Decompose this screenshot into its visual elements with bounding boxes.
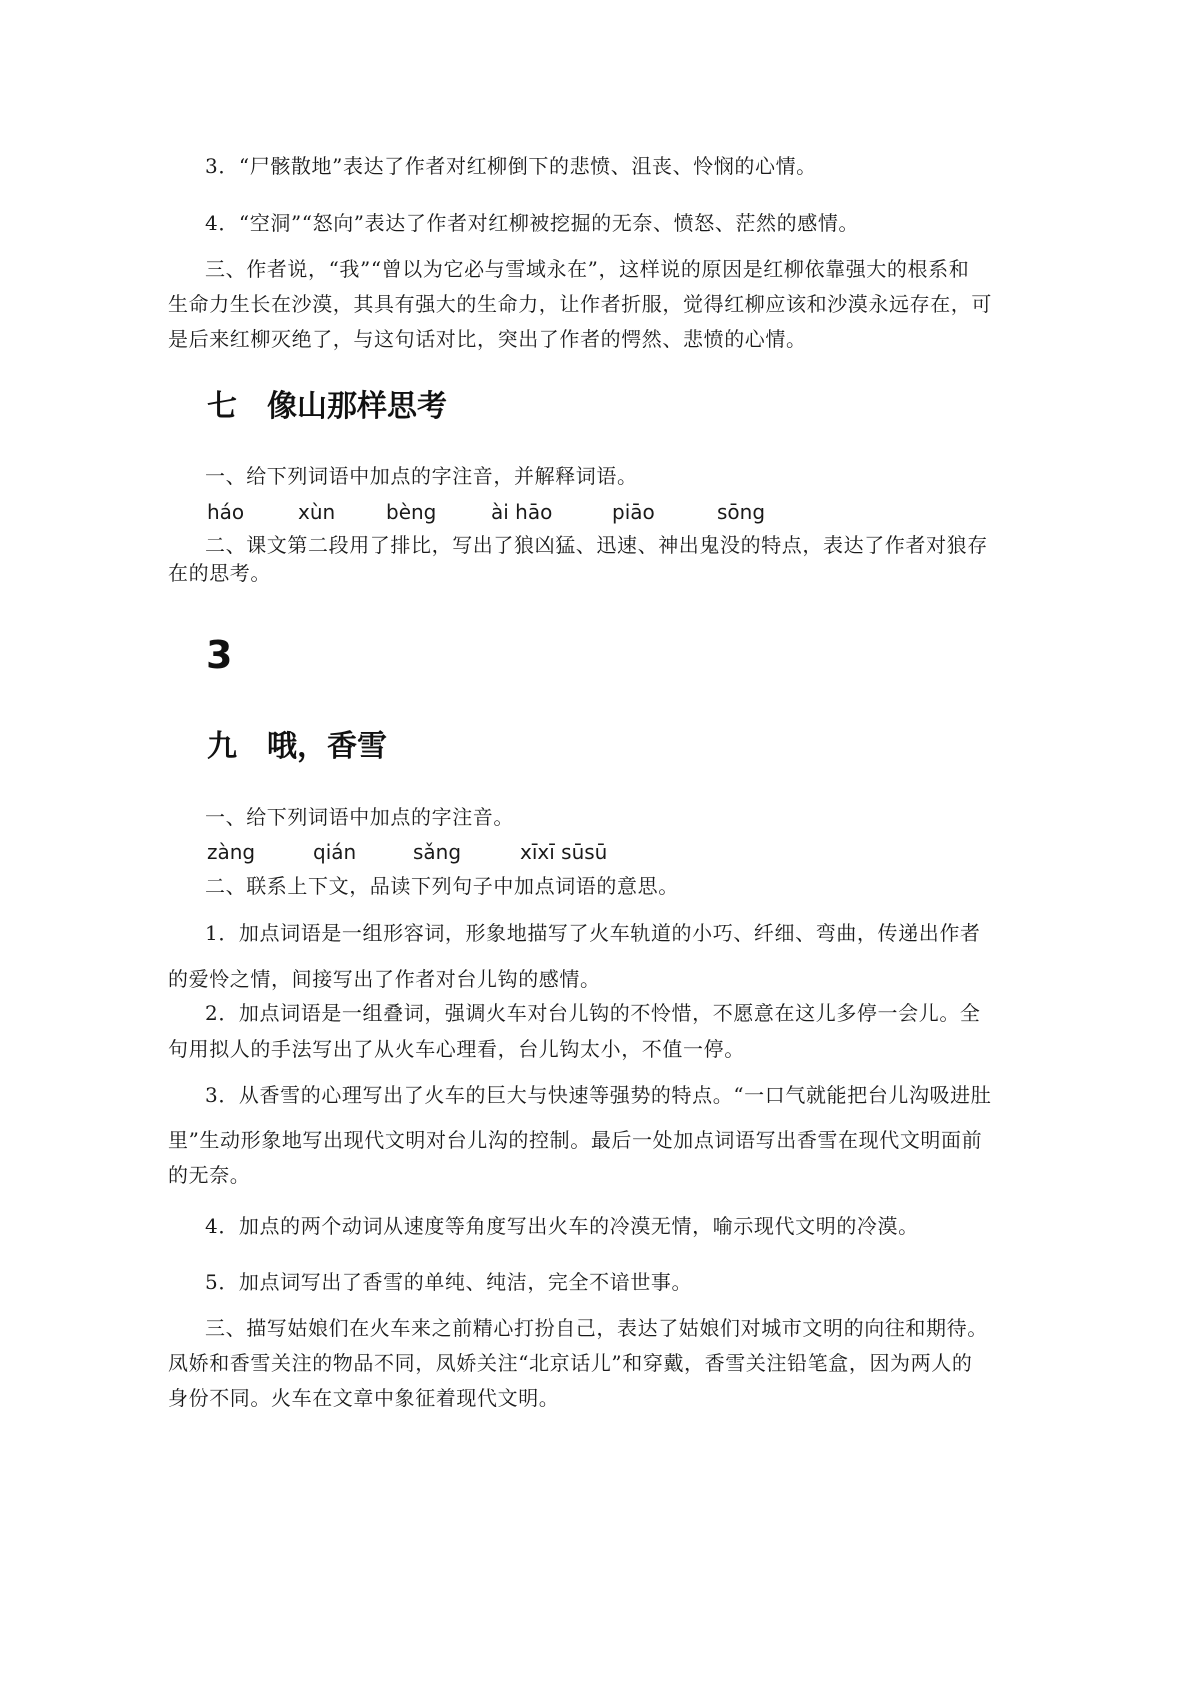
pinyin-item: qián bbox=[313, 840, 357, 864]
answer-line: 在的思考。 bbox=[168, 561, 271, 585]
answer-line: 3．“尸骸散地”表达了作者对红柳倒下的悲愤、沮丧、怜悯的心情。 bbox=[205, 154, 817, 178]
pinyin-item: xīxī sūsū bbox=[520, 840, 608, 864]
pinyin-item: ài hāo bbox=[491, 500, 553, 524]
answer-line: 里”生动形象地写出现代文明对台儿沟的控制。最后一处加点词语写出香雪在现代文明面前 bbox=[168, 1128, 983, 1152]
answer-line: 2．加点词语是一组叠词，强调火车对台儿钩的不怜惜，不愿意在这儿多停一会儿。全 bbox=[205, 1001, 981, 1025]
answer-line: 1．加点词语是一组形容词，形象地描写了火车轨道的小巧、纤细、弯曲，传递出作者 bbox=[205, 921, 981, 945]
answer-line: 一、给下列词语中加点的字注音，并解释词语。 bbox=[205, 464, 638, 488]
answer-line: 4．“空洞”“怒向”表达了作者对红柳被挖掘的无奈、愤怒、茫然的感情。 bbox=[205, 211, 860, 235]
answer-line: 二、联系上下文，品读下列句子中加点词语的意思。 bbox=[205, 874, 679, 898]
answer-line: 二、课文第二段用了排比，写出了狼凶猛、迅速、神出鬼没的特点，表达了作者对狼存 bbox=[205, 533, 988, 557]
answer-line: 3．从香雪的心理写出了火车的巨大与快速等强势的特点。“一口气就能把台儿沟吸进肚 bbox=[205, 1083, 992, 1107]
answer-line: 凤娇和香雪关注的物品不同，凤娇关注“北京话儿”和穿戴，香雪关注铅笔盒，因为两人的 bbox=[168, 1351, 973, 1375]
answer-line: 三、作者说，“我”“曾以为它必与雪域永在”，这样说的原因是红柳依靠强大的根系和 bbox=[205, 257, 970, 281]
pinyin-item: sǎng bbox=[413, 840, 462, 864]
pinyin-item: bèng bbox=[386, 500, 437, 524]
answer-line: 句用拟人的手法写出了从火车心理看，台儿钩太小，不值一停。 bbox=[168, 1037, 745, 1061]
answer-line: 三、描写姑娘们在火车来之前精心打扮自己，表达了姑娘们对城市文明的向往和期待。 bbox=[205, 1316, 988, 1340]
pinyin-item: háo bbox=[207, 500, 245, 524]
pinyin-item: sōng bbox=[717, 500, 766, 524]
answer-line: 4．加点的两个动词从速度等角度写出火车的冷漠无情，喻示现代文明的冷漠。 bbox=[205, 1214, 919, 1238]
answer-line: 的爱怜之情，间接写出了作者对台儿钩的感情。 bbox=[168, 967, 601, 991]
pinyin-row bbox=[207, 842, 707, 864]
section-heading: 九 哦，香雪 bbox=[207, 729, 387, 764]
answer-line: 生命力生长在沙漠，其具有强大的生命力，让作者折服，觉得红柳应该和沙漠永远存在，可 bbox=[168, 292, 992, 316]
answer-line: 是后来红柳灭绝了，与这句话对比，突出了作者的愕然、悲愤的心情。 bbox=[168, 327, 807, 351]
unit-number: 3 bbox=[206, 633, 233, 677]
answer-line: 一、给下列词语中加点的字注音。 bbox=[205, 805, 514, 829]
section-heading: 七 像山那样思考 bbox=[207, 389, 447, 424]
answer-line: 的无奈。 bbox=[168, 1163, 251, 1187]
pinyin-item: xùn bbox=[298, 500, 336, 524]
answer-line: 身份不同。火车在文章中象征着现代文明。 bbox=[168, 1386, 560, 1410]
answer-line: 5．加点词写出了香雪的单纯、纯洁，完全不谙世事。 bbox=[205, 1270, 693, 1294]
pinyin-row bbox=[207, 502, 907, 524]
pinyin-item: zàng bbox=[207, 840, 256, 864]
pinyin-item: piāo bbox=[612, 500, 655, 524]
